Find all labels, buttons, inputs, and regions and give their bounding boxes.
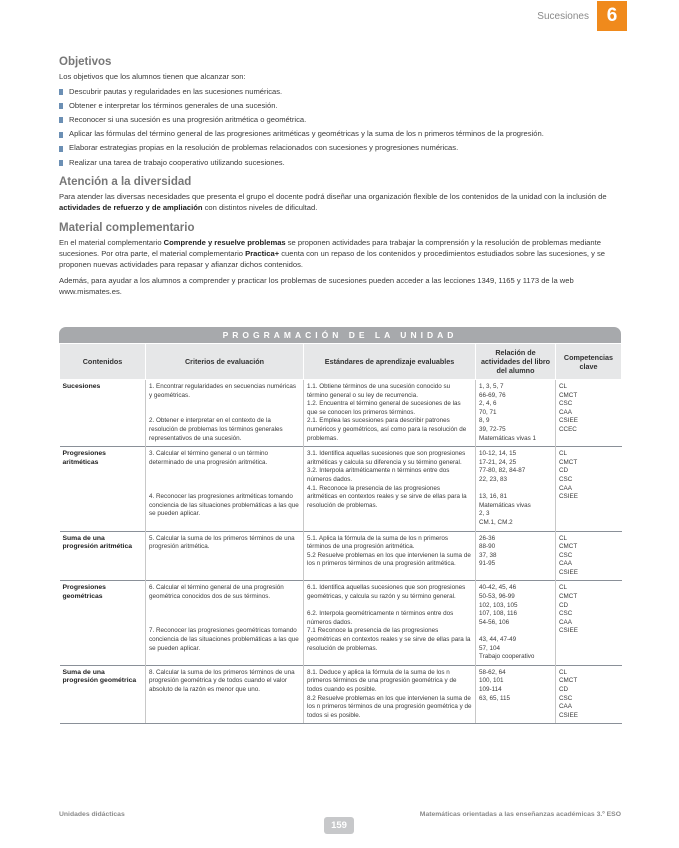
cell-line: 2, 4, 6 bbox=[479, 400, 497, 408]
list-item: Reconocer si una sucesión es una progresión aritmética o geométrica. bbox=[59, 115, 621, 126]
cell-line: CMCT bbox=[559, 458, 578, 466]
cell-line: 109-114 bbox=[479, 686, 502, 693]
cell-line: CAA bbox=[559, 703, 572, 711]
cell-line: CSC bbox=[559, 694, 573, 702]
cell-competencias bbox=[556, 665, 622, 724]
table-row bbox=[60, 380, 622, 447]
cell-line: 58-62, 64 bbox=[479, 668, 506, 676]
cell-line: 2. Obtener e interpretar en el contexto de la resolución de problemas los términos generales representativos de una sucesión. bbox=[149, 417, 283, 442]
col-header-estandares: Estándares de aprendizaje evaluables bbox=[304, 344, 476, 380]
cell-estandares bbox=[304, 447, 476, 531]
cell-criterios bbox=[146, 581, 304, 665]
objetivos-intro: Los objetivos que los alumnos tienen que alcanzar son: bbox=[59, 72, 246, 81]
cell-contenido: Suma de una progresión geométrica bbox=[60, 665, 146, 724]
page-number: 159 bbox=[324, 817, 354, 834]
cell-line bbox=[479, 485, 552, 494]
cell-line bbox=[149, 409, 300, 418]
cell-line: 6. Calcular el término general de una progresión geométrica conocidos dos de sus términos. bbox=[149, 584, 284, 601]
bullet-icon bbox=[59, 132, 63, 138]
table-title: PROGRAMACIÓN DE LA UNIDAD bbox=[59, 327, 621, 343]
cell-line: 3. Calcular el término general o un término determinado de una progresión aritmética. bbox=[149, 450, 269, 466]
col-header-actividades: Relación de actividades del libro del alumno bbox=[476, 344, 556, 380]
cell-actividades bbox=[476, 447, 556, 531]
diversidad-text: Para atender las diversas necesidades que presenta el grupo el docente podrá diseñar una organización flexible de los contenidos de la unidad con la inclusión de actividades de refuerzo y de ampliación con distintos niveles de dificultad. bbox=[59, 192, 607, 212]
cell-line: CMCT bbox=[559, 593, 578, 601]
cell-line: CD bbox=[559, 601, 569, 609]
material-paragraph-2: Además, para ayudar a los alumnos a comprender y practicar los problemas de sucesiones pueden acceder a las lecciones 1349, 1165 y 1173 de la web www.mismates.es. bbox=[59, 276, 574, 296]
cell-line: 70, 71 bbox=[479, 408, 497, 416]
cell-line bbox=[149, 467, 300, 476]
cell-line: 13, 16, 81 bbox=[479, 493, 508, 501]
cell-line: 66-69, 76 bbox=[479, 391, 506, 399]
cell-line: CL bbox=[559, 383, 568, 390]
cell-line: CSIEE bbox=[559, 711, 578, 719]
material-paragraph-1: En el material complementario Comprende y resuelve problemas se proponen actividades para trabajar la comprensión y la resolución de problemas mediante sucesiones. Por otra parte, el material complementario Practica+ cuenta con un repaso de los contenidos y procedimientos estudiados sobre las sucesiones, y se proponen nuevas actividades para repasar y afianzar dichos contenidos. bbox=[59, 238, 606, 269]
cell-line: 7.1 Reconoce la presencia de las progresiones geométricas en contextos reales y se sirve de ellas para la resolución de problemas. bbox=[307, 627, 471, 652]
cell-line bbox=[149, 476, 300, 485]
cell-line: 5. Calcular la suma de los primeros términos de una progresión aritmética. bbox=[149, 534, 295, 551]
cell-competencias bbox=[556, 380, 622, 447]
cell-line: CL bbox=[559, 534, 568, 542]
cell-line: 8.1. Deduce y aplica la fórmula de la suma de los n primeros términos de una progresión geométrica y de todos cuando es posible. bbox=[307, 668, 457, 693]
cell-line: 8.2 Resuelve problemas en los que intervienen la suma de los n primeros términos de una progresión geométrica y de todos si es posible. bbox=[307, 694, 472, 719]
cell-line: CL bbox=[559, 584, 568, 592]
programacion-table bbox=[59, 343, 622, 724]
cell-contenido: Suma de una progresión aritmética bbox=[60, 531, 146, 581]
cell-actividades bbox=[476, 581, 556, 665]
cell-line: 8. Calcular la suma de los primeros términos de una progresión geométrica y de todos cuando el valor absoluto de la razón es menor que uno. bbox=[149, 668, 295, 693]
table-row bbox=[60, 581, 622, 665]
table-header-row bbox=[60, 344, 622, 380]
cell-line bbox=[307, 602, 472, 611]
cell-criterios bbox=[146, 447, 304, 531]
cell-line bbox=[479, 627, 552, 636]
cell-line: 3.2. Interpola aritméticamente n términos entre dos números dados. bbox=[307, 467, 450, 483]
cell-line: 54-56, 106 bbox=[479, 618, 510, 626]
list-item: Elaborar estrategias propias en la resolución de problemas relacionados con sucesiones y progresiones numéricas. bbox=[59, 143, 621, 154]
cell-line: 91-95 bbox=[479, 560, 496, 568]
cell-line: 40-42, 45, 46 bbox=[479, 584, 517, 592]
cell-line: 107, 108, 116 bbox=[479, 610, 518, 618]
cell-line: 37, 38 bbox=[479, 551, 497, 559]
cell-line: CSIEE bbox=[559, 568, 578, 576]
cell-line: Trabajo cooperativo bbox=[479, 653, 535, 661]
cell-line: CL bbox=[559, 668, 568, 676]
cell-line: CAA bbox=[559, 560, 572, 568]
cell-line: CM.1, CM.2 bbox=[479, 518, 513, 526]
cell-line: 2, 3 bbox=[479, 510, 490, 518]
cell-criterios bbox=[146, 665, 304, 724]
cell-line: CCEC bbox=[559, 425, 577, 433]
cell-line: CAA bbox=[559, 408, 572, 416]
list-item: Obtener e interpretar los términos generales de una sucesión. bbox=[59, 101, 621, 112]
footer-left: Unidades didácticas bbox=[59, 811, 125, 818]
cell-line: 6.2. Interpola geométricamente n términos entre dos números dados. bbox=[307, 610, 454, 626]
cell-line: CSIEE bbox=[559, 627, 578, 635]
cell-line: 5.2 Resuelve problemas en los que intervienen la suma de los n primeros términos de una progresión aritmética. bbox=[307, 551, 471, 568]
main-content bbox=[59, 56, 621, 303]
cell-line: 6.1. Identifica aquellas sucesiones que son progresiones geométricas, y calcula su razón y su término general. bbox=[307, 584, 466, 601]
list-item: Descubrir pautas y regularidades en las sucesiones numéricas. bbox=[59, 87, 621, 98]
cell-contenido: Sucesiones bbox=[60, 380, 146, 447]
cell-line: 26-36 bbox=[479, 534, 496, 542]
cell-line bbox=[149, 610, 300, 619]
cell-line: CSC bbox=[559, 610, 573, 618]
table-row bbox=[60, 665, 622, 724]
cell-line: 63, 65, 115 bbox=[479, 694, 511, 702]
cell-line: CMCT bbox=[559, 391, 578, 399]
cell-line: 10-12, 14, 15 bbox=[479, 450, 517, 458]
col-header-competencias: Competencias clave bbox=[556, 344, 622, 380]
cell-criterios bbox=[146, 380, 304, 447]
cell-estandares bbox=[304, 665, 476, 724]
cell-line: Matemáticas vivas bbox=[479, 501, 531, 509]
list-item: Realizar una tarea de trabajo cooperativo utilizando sucesiones. bbox=[59, 158, 621, 169]
list-item: Aplicar las fórmulas del término general de las progresiones aritméticas y geométricas y la suma de los n primeros términos de la progresión. bbox=[59, 129, 621, 140]
cell-competencias bbox=[556, 581, 622, 665]
col-header-contenidos: Contenidos bbox=[60, 344, 146, 380]
cell-line: CSIEE bbox=[559, 417, 578, 425]
programacion-table-wrapper bbox=[59, 327, 621, 724]
cell-line: CAA bbox=[559, 618, 572, 626]
cell-line: CSC bbox=[559, 551, 573, 559]
cell-competencias bbox=[556, 447, 622, 531]
bullet-icon bbox=[59, 146, 63, 152]
cell-line: 57, 104 bbox=[479, 644, 501, 652]
cell-line: CSIEE bbox=[559, 493, 578, 501]
cell-line: 4. Reconocer las progresiones aritméticas tomando conciencia de las situaciones problemáticas a las que se pueden aplicar. bbox=[149, 493, 299, 518]
cell-line: CSC bbox=[559, 475, 573, 483]
cell-line bbox=[149, 602, 300, 611]
cell-line: CD bbox=[559, 467, 569, 475]
cell-line: 2.1. Emplea las sucesiones para describir patrones numéricos y geométricos, así como para la resolución de problemas. bbox=[307, 417, 467, 442]
cell-contenido: Progresiones geométricas bbox=[60, 581, 146, 665]
cell-actividades bbox=[476, 665, 556, 724]
cell-estandares bbox=[304, 380, 476, 447]
cell-line: CD bbox=[559, 686, 569, 693]
cell-contenido: Progresiones aritméticas bbox=[60, 447, 146, 531]
chapter-number-badge: 6 bbox=[597, 1, 627, 31]
cell-line: 102, 103, 105 bbox=[479, 601, 518, 609]
cell-line bbox=[149, 619, 300, 628]
cell-line: 1.2. Encuentra el término general de sucesiones de las que se conocen los primeros términos. bbox=[307, 400, 461, 416]
cell-actividades bbox=[476, 531, 556, 581]
cell-line: 5.1. Aplica la fórmula de la suma de los n primeros términos de una progresión aritmética. bbox=[307, 534, 449, 551]
cell-line: CMCT bbox=[559, 677, 578, 685]
bullet-icon bbox=[59, 89, 63, 95]
cell-line: 4.1. Reconoce la presencia de las progresiones aritméticas en contextos reales y se sirve de ellas para la resolución de problemas. bbox=[307, 484, 467, 509]
table-row bbox=[60, 531, 622, 581]
cell-line: 3.1. Identifica aquellas sucesiones que son progresiones aritméticas y calcula su diferencia y su término general. bbox=[307, 450, 466, 466]
bullet-icon bbox=[59, 160, 63, 166]
cell-line: 88-90 bbox=[479, 543, 496, 551]
cell-line: 22, 23, 83 bbox=[479, 475, 508, 483]
cell-competencias bbox=[556, 531, 622, 581]
cell-line: 7. Reconocer las progresiones geométricas tomando conciencia de las situaciones problemáticas a las que se pueden aplicar. bbox=[149, 627, 299, 652]
cell-line: 100, 101 bbox=[479, 677, 504, 685]
objetivos-list bbox=[59, 87, 621, 169]
cell-line: 39, 72-75 bbox=[479, 425, 506, 433]
diversidad-heading: Atención a la diversidad bbox=[59, 176, 192, 189]
cell-criterios bbox=[146, 531, 304, 581]
cell-line: CAA bbox=[559, 484, 572, 492]
footer-right: Matemáticas orientadas a las enseñanzas académicas 3.º ESO bbox=[419, 811, 621, 818]
cell-line: 1. Encontrar regularidades en secuencias numéricas y geométricas. bbox=[149, 383, 297, 399]
cell-estandares bbox=[304, 531, 476, 581]
cell-line: 1.1. Obtiene términos de una sucesión conocido su término general o su ley de recurrencia. bbox=[307, 383, 451, 399]
cell-line: 77-80, 82, 84-87 bbox=[479, 467, 526, 475]
material-heading: Material complementario bbox=[59, 222, 195, 235]
cell-actividades bbox=[476, 380, 556, 447]
cell-line: 1, 3, 5, 7 bbox=[479, 383, 504, 390]
cell-line: CMCT bbox=[559, 543, 578, 551]
bullet-icon bbox=[59, 103, 63, 109]
col-header-criterios: Criterios de evaluación bbox=[146, 344, 304, 380]
cell-line: CSC bbox=[559, 400, 573, 408]
cell-line: 43, 44, 47-49 bbox=[479, 636, 517, 644]
section-title: Sucesiones bbox=[537, 10, 589, 22]
page-header bbox=[537, 0, 679, 32]
cell-line: 17-21, 24, 25 bbox=[479, 458, 517, 466]
bullet-icon bbox=[59, 117, 63, 123]
cell-line bbox=[149, 485, 300, 494]
cell-line: Matemáticas vivas 1 bbox=[479, 434, 537, 442]
table-body bbox=[60, 380, 622, 724]
cell-estandares bbox=[304, 581, 476, 665]
cell-line bbox=[149, 400, 300, 409]
table-row bbox=[60, 447, 622, 531]
cell-line: 50-53, 96-99 bbox=[479, 593, 515, 601]
objetivos-heading: Objetivos bbox=[59, 56, 112, 68]
cell-line: 8, 9 bbox=[479, 417, 490, 425]
cell-line: CL bbox=[559, 450, 568, 458]
